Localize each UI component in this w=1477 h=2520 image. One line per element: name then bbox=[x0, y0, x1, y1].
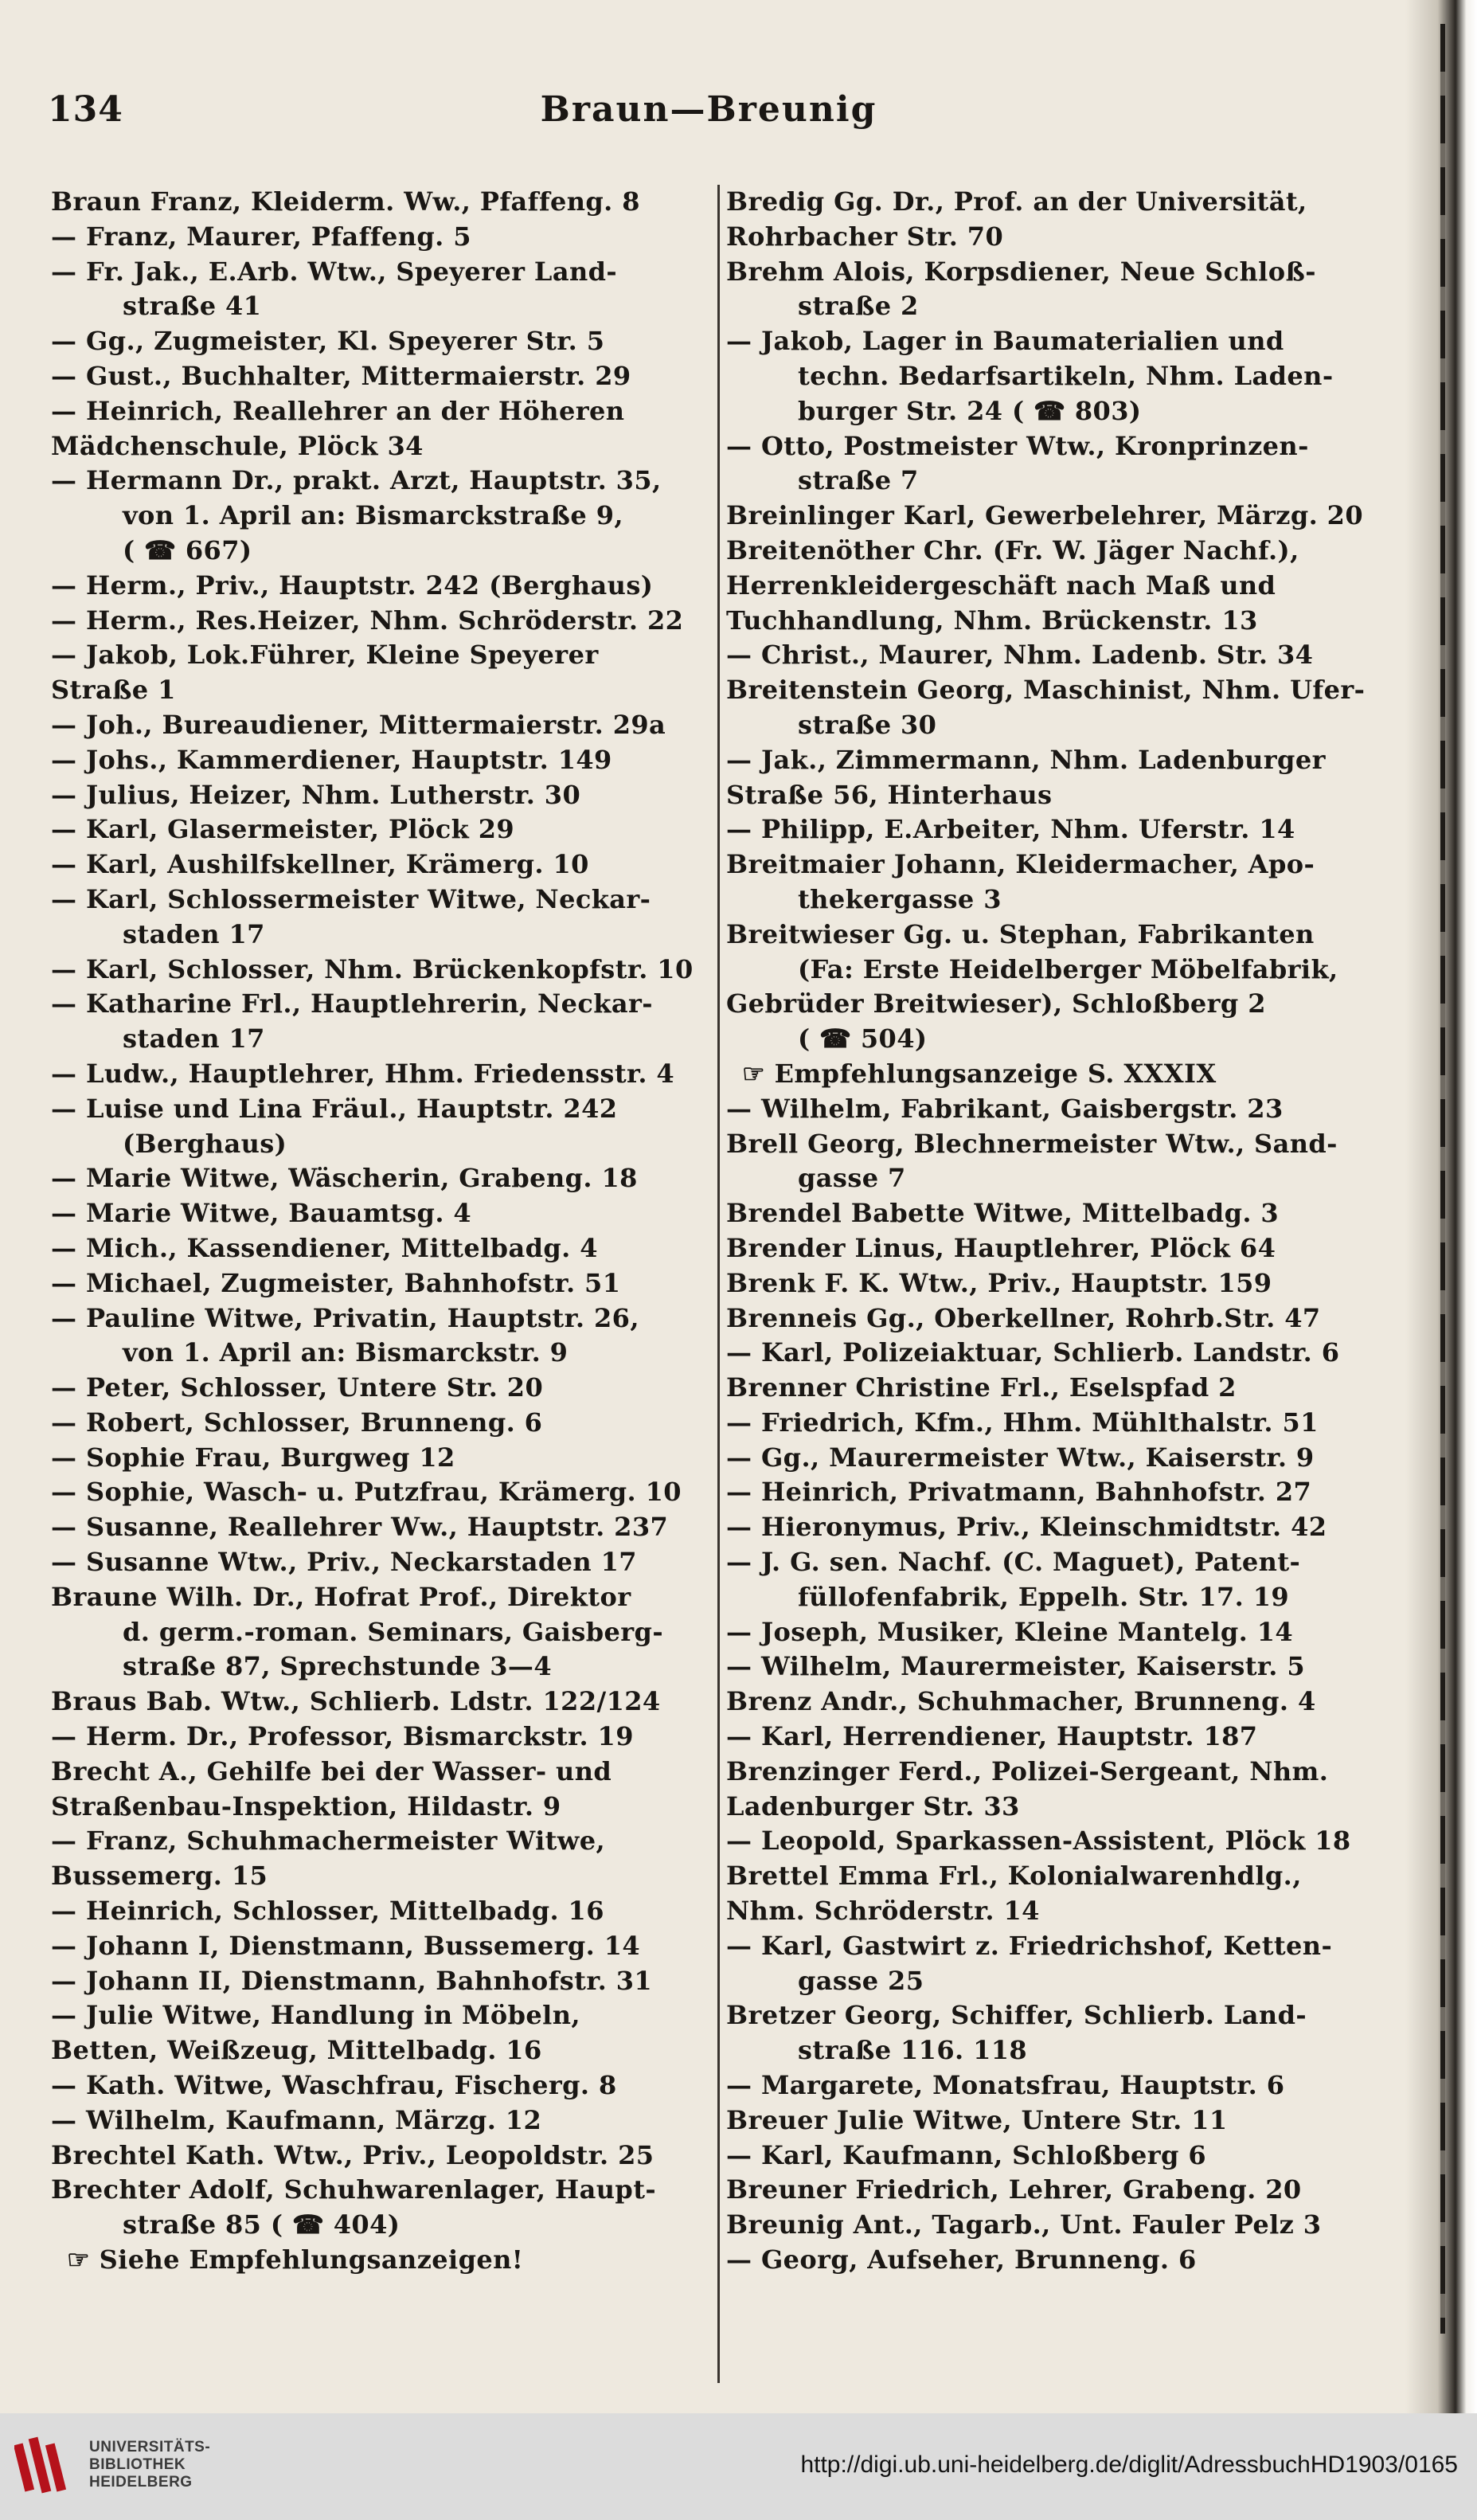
directory-entry-line: Straße 56, Hinterhaus bbox=[726, 779, 1053, 810]
directory-entry-line: Brehm Alois, Korpsdiener, Neue Schloß- bbox=[726, 256, 1316, 287]
directory-entry-line: Brenner Christine Frl., Eselspfad 2 bbox=[726, 1372, 1237, 1403]
directory-entry-line: Straße 1 bbox=[51, 675, 176, 706]
directory-entry-line: Breitenstein Georg, Maschinist, Nhm. Ufer- bbox=[726, 675, 1366, 706]
directory-entry-line: Brechtel Kath. Wtw., Priv., Leopoldstr. 25 bbox=[51, 2139, 654, 2170]
directory-entry-line: — Pauline Witwe, Privatin, Hauptstr. 26, bbox=[51, 1302, 639, 1333]
directory-entry-line: — Sophie Frau, Burgweg 12 bbox=[51, 1442, 455, 1473]
directory-entry-line: Breitenöther Chr. (Fr. W. Jäger Nachf.), bbox=[726, 534, 1299, 565]
directory-entry-line: ( ☎ 667) bbox=[123, 534, 252, 565]
directory-entry-line: Tuchhandlung, Nhm. Brückenstr. 13 bbox=[726, 605, 1258, 636]
directory-entry-line: — Katharine Frl., Hauptlehrerin, Neckar- bbox=[51, 988, 653, 1019]
directory-entry-line: Herrenkleidergeschäft nach Maß und bbox=[726, 569, 1276, 601]
directory-entry-line: staden 17 bbox=[123, 918, 265, 949]
right-column bbox=[726, 185, 1376, 2383]
directory-entry-line: — Gust., Buchhalter, Mittermaierstr. 29 bbox=[51, 360, 631, 391]
directory-entry-line: — Luise und Lina Fräul., Hauptstr. 242 bbox=[51, 1093, 618, 1124]
directory-entry-line: Bussemerg. 15 bbox=[51, 1861, 268, 1892]
source-url-link[interactable]: http://digi.ub.uni-heidelberg.de/diglit/AdressbuchHD1903/0165 bbox=[800, 2452, 1458, 2478]
directory-entry-line: — Karl, Polizeiaktuar, Schlierb. Landstr. 6 bbox=[726, 1337, 1340, 1368]
directory-entry-line: Breuer Julie Witwe, Untere Str. 11 bbox=[726, 2104, 1228, 2135]
directory-entry-line: — Heinrich, Privatmann, Bahnhofstr. 27 bbox=[726, 1477, 1312, 1508]
page-number: 134 bbox=[48, 89, 123, 130]
directory-entry-line: Ladenburger Str. 33 bbox=[726, 1790, 1020, 1822]
directory-entry-line: — Leopold, Sparkassen-Assistent, Plöck 18 bbox=[726, 1825, 1351, 1857]
directory-entry-line: — Johann I, Dienstmann, Bussemerg. 14 bbox=[51, 1930, 641, 1961]
directory-entry-line: — Franz, Maurer, Pfaffeng. 5 bbox=[51, 221, 471, 252]
directory-entry-line: — Philipp, E.Arbeiter, Nhm. Uferstr. 14 bbox=[726, 814, 1295, 845]
directory-entry-line: — Mich., Kassendiener, Mittelbadg. 4 bbox=[51, 1232, 598, 1263]
directory-entry-line: straße 7 bbox=[798, 465, 919, 496]
directory-entry-line: Brenneis Gg., Oberkellner, Rohrb.Str. 47 bbox=[726, 1302, 1321, 1333]
directory-entry-line: — Jak., Zimmermann, Nhm. Ladenburger bbox=[726, 744, 1326, 775]
directory-entry-line: Gebrüder Breitwieser), Schloßberg 2 bbox=[726, 988, 1266, 1019]
page-header bbox=[48, 89, 1370, 137]
directory-entry-line: — Friedrich, Kfm., Hhm. Mühlthalstr. 51 bbox=[726, 1407, 1319, 1438]
directory-entry-line: — Karl, Herrendiener, Hauptstr. 187 bbox=[726, 1721, 1258, 1752]
directory-entry-line: von 1. April an: Bismarckstr. 9 bbox=[123, 1337, 569, 1368]
directory-entry-line: — Ludw., Hauptlehrer, Hhm. Friedensstr. 4 bbox=[51, 1058, 675, 1089]
library-name[interactable] bbox=[89, 2439, 210, 2491]
directory-entry-line: straße 116. 118 bbox=[798, 2035, 1028, 2066]
directory-entry-line: Mädchenschule, Plöck 34 bbox=[51, 430, 424, 461]
directory-entry-line: burger Str. 24 ( ☎ 803) bbox=[798, 395, 1142, 426]
directory-entry-line: — Wilhelm, Fabrikant, Gaisbergstr. 23 bbox=[726, 1093, 1284, 1124]
directory-entry-line: — Susanne, Reallehrer Ww., Hauptstr. 237 bbox=[51, 1512, 669, 1543]
directory-entry-line: — Johann II, Dienstmann, Bahnhofstr. 31 bbox=[51, 1965, 653, 1996]
directory-entry-line: — Georg, Aufseher, Brunneng. 6 bbox=[726, 2244, 1197, 2275]
directory-entry-line: — Julie Witwe, Handlung in Möbeln, bbox=[51, 2000, 580, 2031]
directory-entry-line: Braune Wilh. Dr., Hofrat Prof., Direktor bbox=[51, 1581, 631, 1612]
directory-entry-line: straße 30 bbox=[798, 709, 937, 740]
directory-entry-line: Breitwieser Gg. u. Stephan, Fabrikanten bbox=[726, 918, 1315, 949]
directory-entry-line: — Michael, Zugmeister, Bahnhofstr. 51 bbox=[51, 1267, 621, 1298]
directory-entry-line: ☞ Empfehlungsanzeige S. XXXIX bbox=[742, 1058, 1217, 1089]
library-name-line: HEIDELBERG bbox=[89, 2474, 193, 2491]
directory-entry-line: d. germ.-roman. Seminars, Gaisberg- bbox=[123, 1616, 663, 1647]
directory-entry-line: — Kath. Witwe, Waschfrau, Fischerg. 8 bbox=[51, 2070, 617, 2101]
directory-entry-line: straße 41 bbox=[123, 291, 262, 322]
directory-entry-line: thekergasse 3 bbox=[798, 883, 1002, 914]
directory-entry-line: Bredig Gg. Dr., Prof. an der Universität, bbox=[726, 186, 1307, 217]
directory-entry-line: Breitmaier Johann, Kleidermacher, Apo- bbox=[726, 849, 1315, 880]
directory-entry-line: Nhm. Schröderstr. 14 bbox=[726, 1896, 1040, 1927]
directory-entry-line: gasse 7 bbox=[798, 1163, 906, 1194]
directory-entry-line: Straßenbau-Inspektion, Hildastr. 9 bbox=[51, 1790, 561, 1822]
university-library-logo-icon[interactable] bbox=[14, 2429, 78, 2506]
directory-entry-line: — Robert, Schlosser, Brunneng. 6 bbox=[51, 1407, 543, 1438]
book-edge-marks bbox=[1440, 24, 1445, 2334]
directory-entry-line: — Karl, Gastwirt z. Friedrichshof, Ketten- bbox=[726, 1930, 1333, 1961]
directory-entry-line: — Hermann Dr., prakt. Arzt, Hauptstr. 35, bbox=[51, 465, 662, 496]
directory-entry-line: Brell Georg, Blechnermeister Wtw., Sand- bbox=[726, 1128, 1338, 1159]
directory-entry-line: — Margarete, Monatsfrau, Hauptstr. 6 bbox=[726, 2070, 1285, 2101]
directory-entry-line: staden 17 bbox=[123, 1023, 265, 1055]
directory-entry-line: — Franz, Schuhmachermeister Witwe, bbox=[51, 1825, 606, 1857]
directory-entry-line: — Herm., Res.Heizer, Nhm. Schröderstr. 22 bbox=[51, 605, 684, 636]
library-name-line: UNIVERSITÄTS- bbox=[89, 2439, 211, 2455]
directory-entry-line: von 1. April an: Bismarckstraße 9, bbox=[123, 500, 623, 531]
directory-entry-line: straße 2 bbox=[798, 291, 919, 322]
directory-entry-line: füllofenfabrik, Eppelh. Str. 17. 19 bbox=[798, 1581, 1290, 1612]
directory-entry-line: Betten, Weißzeug, Mittelbadg. 16 bbox=[51, 2035, 542, 2066]
directory-entry-line: ( ☎ 504) bbox=[798, 1023, 928, 1055]
directory-entry-line: Rohrbacher Str. 70 bbox=[726, 221, 1004, 252]
directory-entry-line: Bretzer Georg, Schiffer, Schlierb. Land- bbox=[726, 2000, 1307, 2031]
directory-entry-line: Brechter Adolf, Schuhwarenlager, Haupt- bbox=[51, 2174, 657, 2205]
directory-entry-line: — Hieronymus, Priv., Kleinschmidtstr. 42 bbox=[726, 1512, 1327, 1543]
directory-entry-line: — Joh., Bureaudiener, Mittermaierstr. 29a bbox=[51, 709, 666, 740]
directory-entry-line: (Berghaus) bbox=[123, 1128, 287, 1159]
directory-entry-line: techn. Bedarfsartikeln, Nhm. Laden- bbox=[798, 360, 1334, 391]
library-name-line: BIBLIOTHEK bbox=[89, 2456, 186, 2473]
directory-entry-line: — Julius, Heizer, Nhm. Lutherstr. 30 bbox=[51, 779, 581, 810]
running-head: Braun—Breunig bbox=[540, 89, 877, 130]
directory-entry-line: — Wilhelm, Maurermeister, Kaiserstr. 5 bbox=[726, 1651, 1305, 1682]
directory-entry-line: — Karl, Schlossermeister Witwe, Neckar- bbox=[51, 883, 651, 914]
directory-entry-line: — Jakob, Lager in Baumaterialien und bbox=[726, 326, 1284, 357]
directory-entry-line: — Sophie, Wasch- u. Putzfrau, Krämerg. 10 bbox=[51, 1477, 682, 1508]
directory-entry-line: — Otto, Postmeister Wtw., Kronprinzen- bbox=[726, 430, 1309, 461]
directory-entry-line: ☞ Siehe Empfehlungsanzeigen! bbox=[67, 2244, 524, 2275]
directory-entry-line: — Karl, Glasermeister, Plöck 29 bbox=[51, 814, 515, 845]
directory-entry-line: — Marie Witwe, Wäscherin, Grabeng. 18 bbox=[51, 1163, 638, 1194]
directory-entry-line: — Karl, Schlosser, Nhm. Brückenkopfstr. 10 bbox=[51, 953, 694, 984]
directory-entry-line: Braus Bab. Wtw., Schlierb. Ldstr. 122/124 bbox=[51, 1686, 661, 1717]
directory-entry-line: — Christ., Maurer, Nhm. Ladenb. Str. 34 bbox=[726, 640, 1314, 671]
directory-entry-line: (Fa: Erste Heidelberger Möbelfabrik, bbox=[798, 953, 1338, 984]
directory-entry-line: Brenk F. K. Wtw., Priv., Hauptstr. 159 bbox=[726, 1267, 1272, 1298]
directory-entry-line: — Joseph, Musiker, Kleine Mantelg. 14 bbox=[726, 1616, 1294, 1647]
directory-entry-line: — J. G. sen. Nachf. (C. Maguet), Patent- bbox=[726, 1547, 1301, 1578]
directory-entry-line: — Johs., Kammerdiener, Hauptstr. 149 bbox=[51, 744, 612, 775]
directory-entry-line: straße 85 ( ☎ 404) bbox=[123, 2209, 401, 2240]
directory-entry-line: — Herm., Priv., Hauptstr. 242 (Berghaus) bbox=[51, 569, 654, 601]
directory-entry-line: Braun Franz, Kleiderm. Ww., Pfaffeng. 8 bbox=[51, 186, 640, 217]
directory-entry-line: — Wilhelm, Kaufmann, Märzg. 12 bbox=[51, 2104, 542, 2135]
directory-entry-line: — Gg., Zugmeister, Kl. Speyerer Str. 5 bbox=[51, 326, 605, 357]
directory-entry-line: — Marie Witwe, Bauamtsg. 4 bbox=[51, 1198, 472, 1229]
directory-entry-line: Brendel Babette Witwe, Mittelbadg. 3 bbox=[726, 1198, 1280, 1229]
directory-entry-line: Brettel Emma Frl., Kolonialwarenhdlg., bbox=[726, 1861, 1302, 1892]
directory-entry-line: Brecht A., Gehilfe bei der Wasser- und bbox=[51, 1755, 612, 1786]
directory-entry-line: — Heinrich, Schlosser, Mittelbadg. 16 bbox=[51, 1896, 604, 1927]
directory-entry-line: Breinlinger Karl, Gewerbelehrer, Märzg. 20 bbox=[726, 500, 1364, 531]
footer-bar bbox=[0, 2413, 1477, 2520]
column-divider bbox=[717, 185, 720, 2383]
directory-entry-line: Breuner Friedrich, Lehrer, Grabeng. 20 bbox=[726, 2174, 1302, 2205]
directory-entry-line: straße 87, Sprechstunde 3—4 bbox=[123, 1651, 553, 1682]
directory-entry-line: — Gg., Maurermeister Wtw., Kaiserstr. 9 bbox=[726, 1442, 1315, 1473]
directory-entry-line: — Jakob, Lok.Führer, Kleine Speyerer bbox=[51, 640, 599, 671]
left-column bbox=[51, 185, 712, 2383]
directory-entry-line: — Heinrich, Reallehrer an der Höheren bbox=[51, 395, 625, 426]
directory-entry-line: — Susanne Wtw., Priv., Neckarstaden 17 bbox=[51, 1547, 637, 1578]
directory-entry-line: gasse 25 bbox=[798, 1965, 924, 1996]
directory-entry-line: — Karl, Aushilfskellner, Krämerg. 10 bbox=[51, 849, 589, 880]
directory-entry-line: — Karl, Kaufmann, Schloßberg 6 bbox=[726, 2139, 1207, 2170]
directory-entry-line: — Herm. Dr., Professor, Bismarckstr. 19 bbox=[51, 1721, 634, 1752]
directory-entry-line: — Peter, Schlosser, Untere Str. 20 bbox=[51, 1372, 544, 1403]
directory-entry-line: — Fr. Jak., E.Arb. Wtw., Speyerer Land- bbox=[51, 256, 618, 287]
directory-entry-line: Breunig Ant., Tagarb., Unt. Fauler Pelz 3 bbox=[726, 2209, 1322, 2240]
book-edge bbox=[1405, 0, 1477, 2413]
directory-entry-line: Brender Linus, Hauptlehrer, Plöck 64 bbox=[726, 1232, 1276, 1263]
directory-entry-line: Brenzinger Ferd., Polizei-Sergeant, Nhm. bbox=[726, 1755, 1329, 1786]
directory-entry-line: Brenz Andr., Schuhmacher, Brunneng. 4 bbox=[726, 1686, 1316, 1717]
